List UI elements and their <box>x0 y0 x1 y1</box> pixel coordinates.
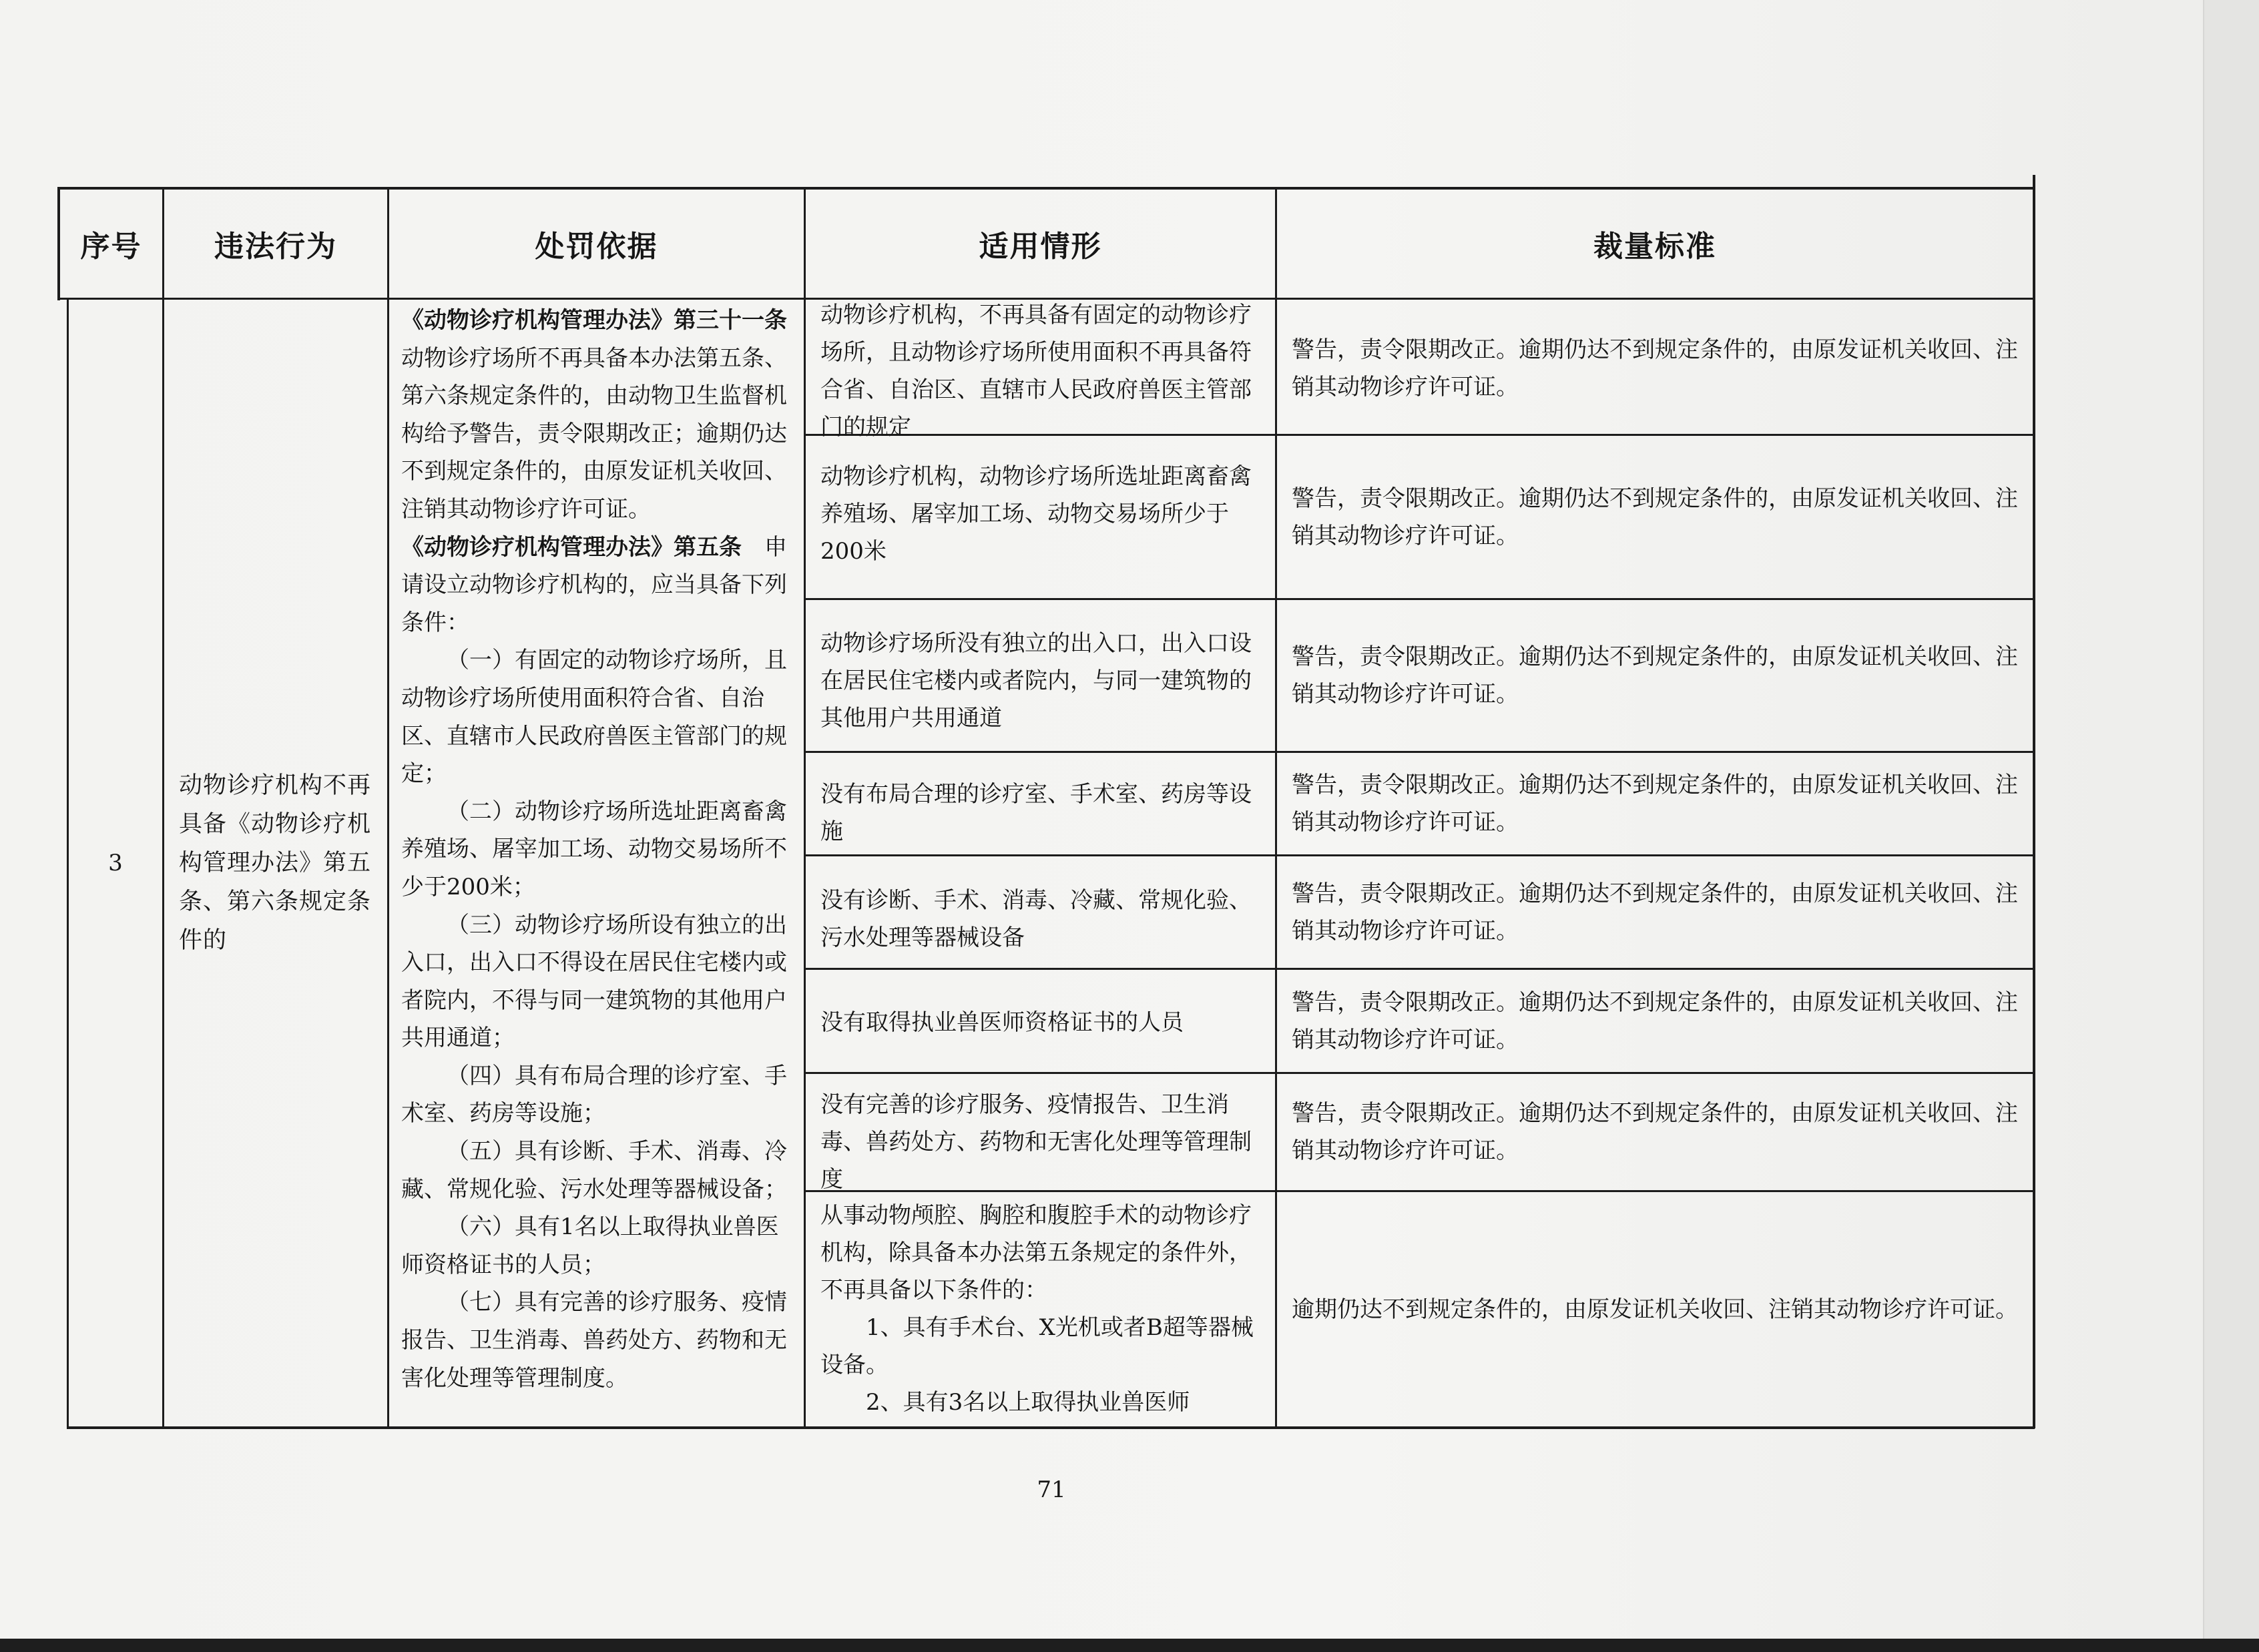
situation-cell: 没有诊断、手术、消毒、冷藏、常规化验、污水处理等器械设备 <box>820 887 1252 951</box>
standard-cell: 警告，责令限期改正。逾期仍达不到规定条件的，由原发证机关收回、注销其动物诊疗许可证。 <box>1292 989 2018 1053</box>
scan-border <box>0 1639 2259 1652</box>
situation-cell: 动物诊疗机构，动物诊疗场所选址距离畜禽养殖场、屠宰加工场、动物交易场所少于200米 <box>820 463 1252 565</box>
basis-article-5-title: 《动物诊疗机构管理办法》第五条 <box>401 533 742 561</box>
basis-item: （三）动物诊疗场所设有独立的出入口，出入口不得设在居民住宅楼内或者院内，不得与同一建筑物的其他用户共用通道； <box>401 911 787 1052</box>
page-edge <box>2203 0 2259 1652</box>
standard-cell: 警告，责令限期改正。逾期仍达不到规定条件的，由原发证机关收回、注销其动物诊疗许可证。 <box>1292 1100 2018 1164</box>
standard-cell: 警告，责令限期改正。逾期仍达不到规定条件的，由原发证机关收回、注销其动物诊疗许可证。 <box>1292 880 2018 944</box>
page-number: 71 <box>1037 1476 1066 1503</box>
standard-cell: 警告，责令限期改正。逾期仍达不到规定条件的，由原发证机关收回、注销其动物诊疗许可证。 <box>1292 485 2018 549</box>
penalty-basis <box>389 296 810 1426</box>
basis-item: （一）有固定的动物诊疗场所，且动物诊疗场所使用面积符合省、自治区、直辖市人民政府兽医主管部门的规定； <box>401 647 787 788</box>
standard-cell: 警告，责令限期改正。逾期仍达不到规定条件的，由原发证机关收回、注销其动物诊疗许可证。 <box>1292 643 2018 708</box>
situation-cell: 没有布局合理的诊疗室、手术室、药房等设施 <box>820 781 1252 845</box>
header-behavior: 违法行为 <box>214 230 337 264</box>
standard-cell: 警告，责令限期改正。逾期仍达不到规定条件的，由原发证机关收回、注销其动物诊疗许可证。 <box>1292 336 2018 400</box>
row-index: 3 <box>108 850 123 876</box>
basis-item: （二）动物诊疗场所选址距离畜禽养殖场、屠宰加工场、动物交易场所不少于200米； <box>401 798 787 900</box>
situation-item: 1、具有手术台、X光机或者B超等器械设备。 <box>820 1314 1254 1378</box>
situation-cell: 没有取得执业兽医师资格证书的人员 <box>820 1009 1184 1036</box>
basis-item: （六）具有1名以上取得执业兽医师资格证书的人员； <box>401 1213 779 1278</box>
situation-cell: 动物诊疗场所没有独立的出入口，出入口设在居民住宅楼内或者院内，与同一建筑物的其他用户共用通道 <box>820 630 1252 732</box>
behavior-text: 动物诊疗机构不再具备《动物诊疗机构管理办法》第五条、第六条规定条件的 <box>179 772 372 954</box>
situation-cell: 动物诊疗机构，不再具备有固定的动物诊疗场所，且动物诊疗场所使用面积不再具备符合省、自治区、直辖市人民政府兽医主管部门的规定 <box>820 302 1252 441</box>
basis-article-5-text: 申请设立动物诊疗机构的，应当具备下列条件： <box>401 533 787 636</box>
basis-item: （四）具有布局合理的诊疗室、手术室、药房等设施； <box>401 1062 787 1127</box>
situation-cell-last <box>806 1191 1275 1426</box>
standard-cell: 逾期仍达不到规定条件的，由原发证机关收回、注销其动物诊疗许可证。 <box>1292 1296 2018 1323</box>
header-situation: 适用情形 <box>979 230 1102 264</box>
basis-item: （七）具有完善的诊疗服务、疫情报告、卫生消毒、兽药处方、药物和无害化处理等管理制度。 <box>401 1289 787 1392</box>
header-basis: 处罚依据 <box>535 230 658 264</box>
basis-article-31-title: 《动物诊疗机构管理办法》第三十一条 <box>401 307 787 334</box>
situation-item: 2、具有3名以上取得执业兽医师 <box>866 1389 1190 1416</box>
basis-article-31-text: 动物诊疗场所不再具备本办法第五条、第六条规定条件的，由动物卫生监督机构给予警告，责令限期改正；逾期仍达不到规定条件的，由原发证机关收回、注销其动物诊疗许可证。 <box>401 307 810 523</box>
header-index: 序号 <box>80 230 142 264</box>
situation-cell: 没有完善的诊疗服务、疫情报告、卫生消毒、兽药处方、药物和无害化处理等管理制度 <box>820 1091 1252 1193</box>
basis-item: （五）具有诊断、手术、消毒、冷藏、常规化验、污水处理等器械设备； <box>401 1138 787 1203</box>
row-behavior <box>164 300 387 1426</box>
situation-intro: 从事动物颅腔、胸腔和腹腔手术的动物诊疗机构，除具备本办法第五条规定的条件外，不再具备以下条件的： <box>820 1202 1252 1304</box>
standard-cell: 警告，责令限期改正。逾期仍达不到规定条件的，由原发证机关收回、注销其动物诊疗许可证。 <box>1292 772 2018 836</box>
header-standard: 裁量标准 <box>1593 230 1716 264</box>
